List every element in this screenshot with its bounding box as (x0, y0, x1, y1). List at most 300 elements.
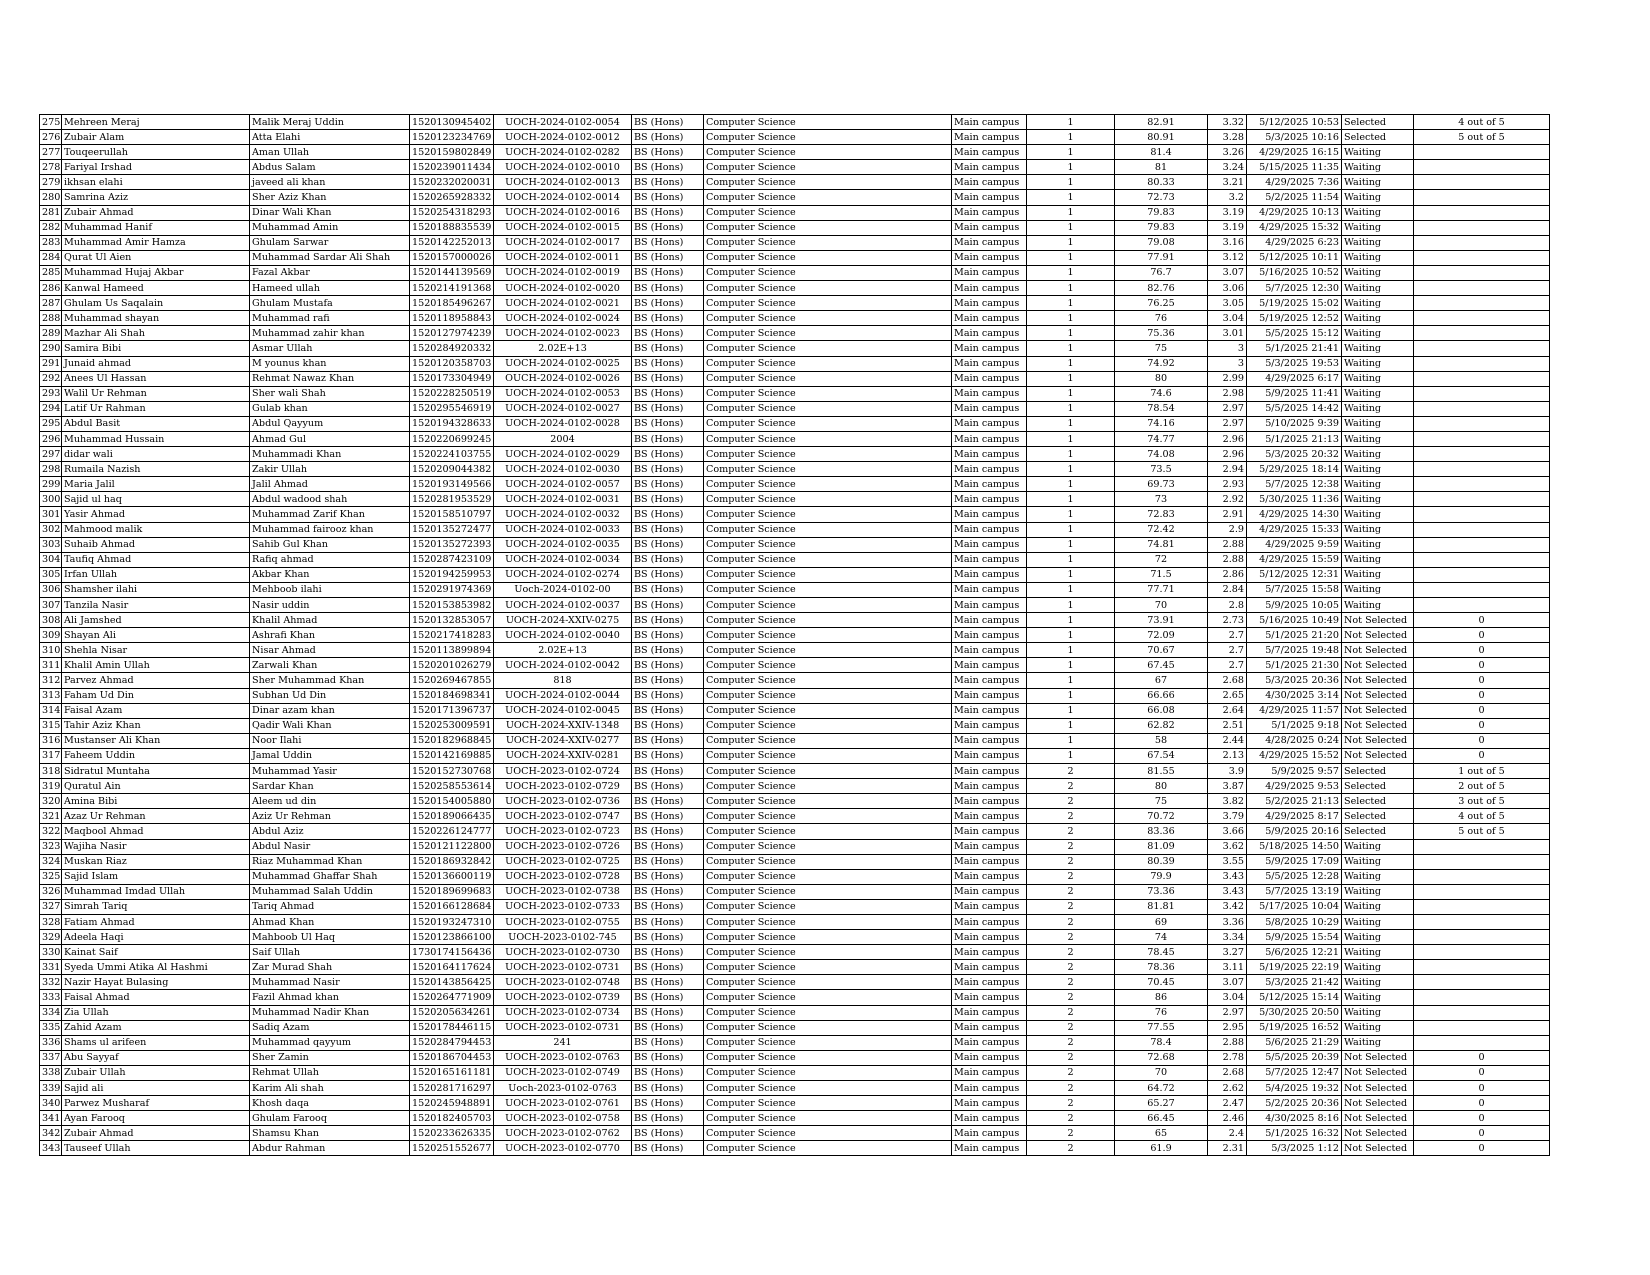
cnic-cell: 1520178446115 (410, 1020, 494, 1035)
father-name-cell: Mehboob ilahi (250, 582, 410, 597)
program-cell: Computer Science (704, 869, 952, 884)
degree-cell: BS (Hons) (632, 899, 704, 914)
marks-cell: 67.45 (1115, 658, 1208, 673)
serial-cell: 302 (40, 522, 62, 537)
registration-number-cell: UOCH-2024-0102-0028 (494, 416, 632, 431)
father-name-cell: Sahib Gul Khan (250, 537, 410, 552)
serial-cell: 314 (40, 703, 62, 718)
rank-cell (1414, 220, 1550, 235)
student-name-cell: Ali Jamshed (62, 613, 250, 628)
degree-cell: BS (Hons) (632, 567, 704, 582)
marks-cell: 70.45 (1115, 975, 1208, 990)
marks-cell: 74 (1115, 930, 1208, 945)
student-name-cell: Shams ul arifeen (62, 1035, 250, 1050)
semester-cell: 1 (1027, 431, 1115, 446)
status-cell: Waiting (1342, 522, 1414, 537)
serial-cell: 279 (40, 175, 62, 190)
cgpa-cell: 2.46 (1208, 1111, 1247, 1126)
father-name-cell: Muhammad zahir khan (250, 326, 410, 341)
campus-cell: Main campus (952, 130, 1027, 145)
rank-cell (1414, 416, 1550, 431)
student-name-cell: Muskan Riaz (62, 854, 250, 869)
program-cell: Computer Science (704, 854, 952, 869)
timestamp-cell: 4/29/2025 6:23 (1247, 235, 1342, 250)
degree-cell: BS (Hons) (632, 1005, 704, 1020)
timestamp-cell: 5/19/2025 16:52 (1247, 1020, 1342, 1035)
status-cell: Waiting (1342, 477, 1414, 492)
table-row (40, 567, 1550, 582)
table-row (40, 914, 1550, 929)
campus-cell: Main campus (952, 250, 1027, 265)
cgpa-cell: 2.88 (1208, 1035, 1247, 1050)
semester-cell: 2 (1027, 1081, 1115, 1096)
semester-cell: 1 (1027, 688, 1115, 703)
timestamp-cell: 4/29/2025 14:30 (1247, 507, 1342, 522)
campus-cell: Main campus (952, 582, 1027, 597)
semester-cell: 1 (1027, 326, 1115, 341)
semester-cell: 1 (1027, 175, 1115, 190)
status-cell: Not Selected (1342, 1111, 1414, 1126)
cnic-cell: 1520127974239 (410, 326, 494, 341)
cnic-cell: 1520258553614 (410, 779, 494, 794)
marks-cell: 74.81 (1115, 537, 1208, 552)
degree-cell: BS (Hons) (632, 1050, 704, 1065)
table-row (40, 1081, 1550, 1096)
cnic-cell: 1520291974369 (410, 582, 494, 597)
cnic-cell: 1730174156436 (410, 945, 494, 960)
rank-cell (1414, 386, 1550, 401)
status-cell: Waiting (1342, 914, 1414, 929)
father-name-cell: Ghulam Mustafa (250, 296, 410, 311)
cnic-cell: 1520224103755 (410, 447, 494, 462)
father-name-cell: Muhammad qayyum (250, 1035, 410, 1050)
registration-number-cell: UOCH-2024-0102-0054 (494, 115, 632, 130)
cnic-cell: 1520173304949 (410, 371, 494, 386)
campus-cell: Main campus (952, 733, 1027, 748)
campus-cell: Main campus (952, 809, 1027, 824)
table-row (40, 975, 1550, 990)
cgpa-cell: 3.82 (1208, 794, 1247, 809)
serial-cell: 278 (40, 160, 62, 175)
cnic-cell: 1520194328633 (410, 416, 494, 431)
status-cell: Not Selected (1342, 1050, 1414, 1065)
cgpa-cell: 3.43 (1208, 869, 1247, 884)
cnic-cell: 1520245948891 (410, 1096, 494, 1111)
status-cell: Not Selected (1342, 688, 1414, 703)
serial-cell: 287 (40, 296, 62, 311)
student-name-cell: Mahmood malik (62, 522, 250, 537)
student-name-cell: Latif Ur Rahman (62, 401, 250, 416)
cnic-cell: 1520220699245 (410, 431, 494, 446)
program-cell: Computer Science (704, 401, 952, 416)
registration-number-cell: UOCH-2023-0102-0724 (494, 764, 632, 779)
program-cell: Computer Science (704, 1111, 952, 1126)
serial-cell: 306 (40, 582, 62, 597)
rank-cell (1414, 341, 1550, 356)
program-cell: Computer Science (704, 914, 952, 929)
rank-cell (1414, 960, 1550, 975)
cnic-cell: 1520165161181 (410, 1065, 494, 1080)
marks-cell: 76 (1115, 311, 1208, 326)
degree-cell: BS (Hons) (632, 115, 704, 130)
serial-cell: 321 (40, 809, 62, 824)
cnic-cell: 1520205634261 (410, 1005, 494, 1020)
timestamp-cell: 5/12/2025 15:14 (1247, 990, 1342, 1005)
timestamp-cell: 5/3/2025 20:36 (1247, 673, 1342, 688)
table-row (40, 733, 1550, 748)
serial-cell: 317 (40, 748, 62, 763)
cnic-cell: 1520136600119 (410, 869, 494, 884)
degree-cell: BS (Hons) (632, 401, 704, 416)
student-name-cell: Abdul Basit (62, 416, 250, 431)
timestamp-cell: 4/28/2025 0:24 (1247, 733, 1342, 748)
semester-cell: 2 (1027, 914, 1115, 929)
degree-cell: BS (Hons) (632, 492, 704, 507)
cgpa-cell: 3.27 (1208, 945, 1247, 960)
program-cell: Computer Science (704, 386, 952, 401)
program-cell: Computer Science (704, 326, 952, 341)
cnic-cell: 1520189066435 (410, 809, 494, 824)
cgpa-cell: 3 (1208, 356, 1247, 371)
program-cell: Computer Science (704, 1005, 952, 1020)
semester-cell: 2 (1027, 899, 1115, 914)
cgpa-cell: 3.19 (1208, 220, 1247, 235)
timestamp-cell: 5/12/2025 12:31 (1247, 567, 1342, 582)
father-name-cell: Zakir Ullah (250, 462, 410, 477)
timestamp-cell: 4/29/2025 15:32 (1247, 220, 1342, 235)
degree-cell: BS (Hons) (632, 854, 704, 869)
rank-cell: 0 (1414, 1141, 1550, 1156)
cgpa-cell: 3.66 (1208, 824, 1247, 839)
cgpa-cell: 3.42 (1208, 899, 1247, 914)
timestamp-cell: 5/3/2025 1:12 (1247, 1141, 1342, 1156)
registration-number-cell: UOCH-2024-0102-0014 (494, 190, 632, 205)
cnic-cell: 1520239011434 (410, 160, 494, 175)
serial-cell: 303 (40, 537, 62, 552)
degree-cell: BS (Hons) (632, 235, 704, 250)
serial-cell: 336 (40, 1035, 62, 1050)
serial-cell: 291 (40, 356, 62, 371)
semester-cell: 1 (1027, 598, 1115, 613)
status-cell: Waiting (1342, 281, 1414, 296)
status-cell: Waiting (1342, 839, 1414, 854)
campus-cell: Main campus (952, 1020, 1027, 1035)
registration-number-cell: UOCH-2024-0102-0274 (494, 567, 632, 582)
timestamp-cell: 5/2/2025 11:54 (1247, 190, 1342, 205)
cgpa-cell: 3 (1208, 341, 1247, 356)
status-cell: Not Selected (1342, 1065, 1414, 1080)
semester-cell: 1 (1027, 733, 1115, 748)
cgpa-cell: 3.07 (1208, 975, 1247, 990)
table-row (40, 416, 1550, 431)
rank-cell (1414, 869, 1550, 884)
serial-cell: 322 (40, 824, 62, 839)
program-cell: Computer Science (704, 673, 952, 688)
marks-cell: 58 (1115, 733, 1208, 748)
timestamp-cell: 4/30/2025 3:14 (1247, 688, 1342, 703)
student-name-cell: Nazir Hayat Bulasing (62, 975, 250, 990)
degree-cell: BS (Hons) (632, 160, 704, 175)
degree-cell: BS (Hons) (632, 326, 704, 341)
timestamp-cell: 4/29/2025 15:52 (1247, 748, 1342, 763)
marks-cell: 75 (1115, 794, 1208, 809)
student-name-cell: Syeda Ummi Atika Al Hashmi (62, 960, 250, 975)
marks-cell: 65.27 (1115, 1096, 1208, 1111)
program-cell: Computer Science (704, 748, 952, 763)
table-row (40, 447, 1550, 462)
campus-cell: Main campus (952, 492, 1027, 507)
table-row (40, 401, 1550, 416)
table-row (40, 779, 1550, 794)
marks-cell: 67.54 (1115, 748, 1208, 763)
serial-cell: 290 (40, 341, 62, 356)
student-name-cell: Mustanser Ali Khan (62, 733, 250, 748)
degree-cell: BS (Hons) (632, 552, 704, 567)
father-name-cell: Saif Ullah (250, 945, 410, 960)
status-cell: Waiting (1342, 552, 1414, 567)
student-name-cell: Sajid ul haq (62, 492, 250, 507)
rank-cell: 0 (1414, 628, 1550, 643)
rank-cell (1414, 914, 1550, 929)
campus-cell: Main campus (952, 839, 1027, 854)
student-name-cell: Abu Sayyaf (62, 1050, 250, 1065)
student-name-cell: Muhammad Imdad Ullah (62, 884, 250, 899)
campus-cell: Main campus (952, 884, 1027, 899)
status-cell: Waiting (1342, 930, 1414, 945)
table-row (40, 658, 1550, 673)
semester-cell: 2 (1027, 1126, 1115, 1141)
program-cell: Computer Science (704, 658, 952, 673)
degree-cell: BS (Hons) (632, 265, 704, 280)
student-name-cell: Shamsher ilahi (62, 582, 250, 597)
timestamp-cell: 5/30/2025 20:50 (1247, 1005, 1342, 1020)
degree-cell: BS (Hons) (632, 175, 704, 190)
semester-cell: 1 (1027, 613, 1115, 628)
table-row (40, 205, 1550, 220)
rank-cell (1414, 567, 1550, 582)
table-row (40, 1126, 1550, 1141)
registration-number-cell: UOCH-2024-0102-0045 (494, 703, 632, 718)
degree-cell: BS (Hons) (632, 869, 704, 884)
rank-cell: 0 (1414, 748, 1550, 763)
marks-cell: 74.08 (1115, 447, 1208, 462)
campus-cell: Main campus (952, 1111, 1027, 1126)
registration-number-cell: UOCH-2024-XXIV-1348 (494, 718, 632, 733)
campus-cell: Main campus (952, 643, 1027, 658)
semester-cell: 1 (1027, 522, 1115, 537)
father-name-cell: Aman Ullah (250, 145, 410, 160)
program-cell: Computer Science (704, 884, 952, 899)
serial-cell: 277 (40, 145, 62, 160)
cnic-cell: 1520209044382 (410, 462, 494, 477)
father-name-cell: Abdus Salam (250, 160, 410, 175)
marks-cell: 77.91 (1115, 250, 1208, 265)
student-name-cell: Adeela Haqi (62, 930, 250, 945)
campus-cell: Main campus (952, 1050, 1027, 1065)
program-cell: Computer Science (704, 598, 952, 613)
campus-cell: Main campus (952, 764, 1027, 779)
timestamp-cell: 5/12/2025 10:11 (1247, 250, 1342, 265)
degree-cell: BS (Hons) (632, 643, 704, 658)
table-row (40, 613, 1550, 628)
rank-cell (1414, 145, 1550, 160)
marks-cell: 75.36 (1115, 326, 1208, 341)
student-name-cell: Faisal Azam (62, 703, 250, 718)
campus-cell: Main campus (952, 748, 1027, 763)
status-cell: Selected (1342, 115, 1414, 130)
timestamp-cell: 5/2/2025 20:36 (1247, 1096, 1342, 1111)
program-cell: Computer Science (704, 1141, 952, 1156)
semester-cell: 1 (1027, 250, 1115, 265)
cnic-cell: 1520182405703 (410, 1111, 494, 1126)
program-cell: Computer Science (704, 930, 952, 945)
cgpa-cell: 2.7 (1208, 628, 1247, 643)
timestamp-cell: 4/29/2025 15:33 (1247, 522, 1342, 537)
campus-cell: Main campus (952, 1035, 1027, 1050)
marks-cell: 72.68 (1115, 1050, 1208, 1065)
cgpa-cell: 2.64 (1208, 703, 1247, 718)
rank-cell: 0 (1414, 1050, 1550, 1065)
father-name-cell: Abdur Rahman (250, 1141, 410, 1156)
marks-cell: 70.72 (1115, 809, 1208, 824)
table-row (40, 341, 1550, 356)
campus-cell: Main campus (952, 416, 1027, 431)
degree-cell: BS (Hons) (632, 613, 704, 628)
registration-number-cell: UOCH-2023-0102-0736 (494, 794, 632, 809)
registration-number-cell: Uoch-2024-0102-00 (494, 582, 632, 597)
student-name-cell: Maqbool Ahmad (62, 824, 250, 839)
status-cell: Waiting (1342, 311, 1414, 326)
student-name-cell: Muhammad shayan (62, 311, 250, 326)
degree-cell: BS (Hons) (632, 990, 704, 1005)
registration-number-cell: UOCH-2024-0102-0016 (494, 205, 632, 220)
rank-cell: 0 (1414, 658, 1550, 673)
student-name-cell: Junaid ahmad (62, 356, 250, 371)
cgpa-cell: 3.07 (1208, 265, 1247, 280)
status-cell: Waiting (1342, 175, 1414, 190)
degree-cell: BS (Hons) (632, 341, 704, 356)
rank-cell: 4 out of 5 (1414, 809, 1550, 824)
program-cell: Computer Science (704, 265, 952, 280)
status-cell: Not Selected (1342, 1126, 1414, 1141)
student-name-cell: Azaz Ur Rehman (62, 809, 250, 824)
table-row (40, 809, 1550, 824)
program-cell: Computer Science (704, 190, 952, 205)
father-name-cell: Muhammadi Khan (250, 447, 410, 462)
semester-cell: 1 (1027, 567, 1115, 582)
degree-cell: BS (Hons) (632, 703, 704, 718)
cgpa-cell: 3.43 (1208, 884, 1247, 899)
student-name-cell: Fariyal Irshad (62, 160, 250, 175)
status-cell: Not Selected (1342, 703, 1414, 718)
table-row (40, 522, 1550, 537)
serial-cell: 294 (40, 401, 62, 416)
cgpa-cell: 3.01 (1208, 326, 1247, 341)
semester-cell: 1 (1027, 401, 1115, 416)
timestamp-cell: 5/3/2025 10:16 (1247, 130, 1342, 145)
campus-cell: Main campus (952, 356, 1027, 371)
timestamp-cell: 5/9/2025 11:41 (1247, 386, 1342, 401)
campus-cell: Main campus (952, 914, 1027, 929)
campus-cell: Main campus (952, 673, 1027, 688)
serial-cell: 285 (40, 265, 62, 280)
cgpa-cell: 2.96 (1208, 447, 1247, 462)
timestamp-cell: 5/1/2025 21:30 (1247, 658, 1342, 673)
marks-cell: 72 (1115, 552, 1208, 567)
timestamp-cell: 5/19/2025 22:19 (1247, 960, 1342, 975)
marks-cell: 81.55 (1115, 764, 1208, 779)
marks-cell: 81.09 (1115, 839, 1208, 854)
serial-cell: 331 (40, 960, 62, 975)
program-cell: Computer Science (704, 416, 952, 431)
table-row (40, 431, 1550, 446)
student-name-cell: Parvez Ahmad (62, 673, 250, 688)
program-cell: Computer Science (704, 990, 952, 1005)
registration-number-cell: UOCH-2024-0102-0053 (494, 386, 632, 401)
rank-cell: 0 (1414, 1081, 1550, 1096)
degree-cell: BS (Hons) (632, 386, 704, 401)
serial-cell: 300 (40, 492, 62, 507)
program-cell: Computer Science (704, 703, 952, 718)
student-name-cell: Muhammad Hussain (62, 431, 250, 446)
status-cell: Waiting (1342, 371, 1414, 386)
father-name-cell: Rehmat Ullah (250, 1065, 410, 1080)
cgpa-cell: 2.95 (1208, 1020, 1247, 1035)
rank-cell (1414, 945, 1550, 960)
rank-cell: 0 (1414, 1096, 1550, 1111)
campus-cell: Main campus (952, 522, 1027, 537)
status-cell: Not Selected (1342, 643, 1414, 658)
serial-cell: 335 (40, 1020, 62, 1035)
table-row (40, 190, 1550, 205)
semester-cell: 1 (1027, 416, 1115, 431)
student-name-cell: Samira Bibi (62, 341, 250, 356)
degree-cell: BS (Hons) (632, 220, 704, 235)
degree-cell: BS (Hons) (632, 1020, 704, 1035)
timestamp-cell: 5/7/2025 12:47 (1247, 1065, 1342, 1080)
serial-cell: 309 (40, 628, 62, 643)
rank-cell (1414, 190, 1550, 205)
degree-cell: BS (Hons) (632, 1081, 704, 1096)
cgpa-cell: 2.96 (1208, 431, 1247, 446)
status-cell: Not Selected (1342, 1141, 1414, 1156)
campus-cell: Main campus (952, 628, 1027, 643)
registration-number-cell: UOCH-2024-0102-0032 (494, 507, 632, 522)
degree-cell: BS (Hons) (632, 1111, 704, 1126)
table-row (40, 930, 1550, 945)
rank-cell (1414, 311, 1550, 326)
timestamp-cell: 5/7/2025 13:19 (1247, 884, 1342, 899)
father-name-cell: Muhammad Sardar Ali Shah (250, 250, 410, 265)
table-row (40, 115, 1550, 130)
cnic-cell: 1520144139569 (410, 265, 494, 280)
semester-cell: 2 (1027, 779, 1115, 794)
status-cell: Not Selected (1342, 748, 1414, 763)
cnic-cell: 1520135272477 (410, 522, 494, 537)
student-name-cell: Khalil Amin Ullah (62, 658, 250, 673)
student-name-cell: Mehreen Meraj (62, 115, 250, 130)
table-row (40, 1020, 1550, 1035)
father-name-cell: Hameed ullah (250, 281, 410, 296)
rank-cell (1414, 854, 1550, 869)
cnic-cell: 1520233626335 (410, 1126, 494, 1141)
father-name-cell: Muhammad Nasir (250, 975, 410, 990)
degree-cell: BS (Hons) (632, 250, 704, 265)
campus-cell: Main campus (952, 1065, 1027, 1080)
marks-cell: 77.55 (1115, 1020, 1208, 1035)
marks-cell: 74.92 (1115, 356, 1208, 371)
father-name-cell: Rafiq ahmad (250, 552, 410, 567)
